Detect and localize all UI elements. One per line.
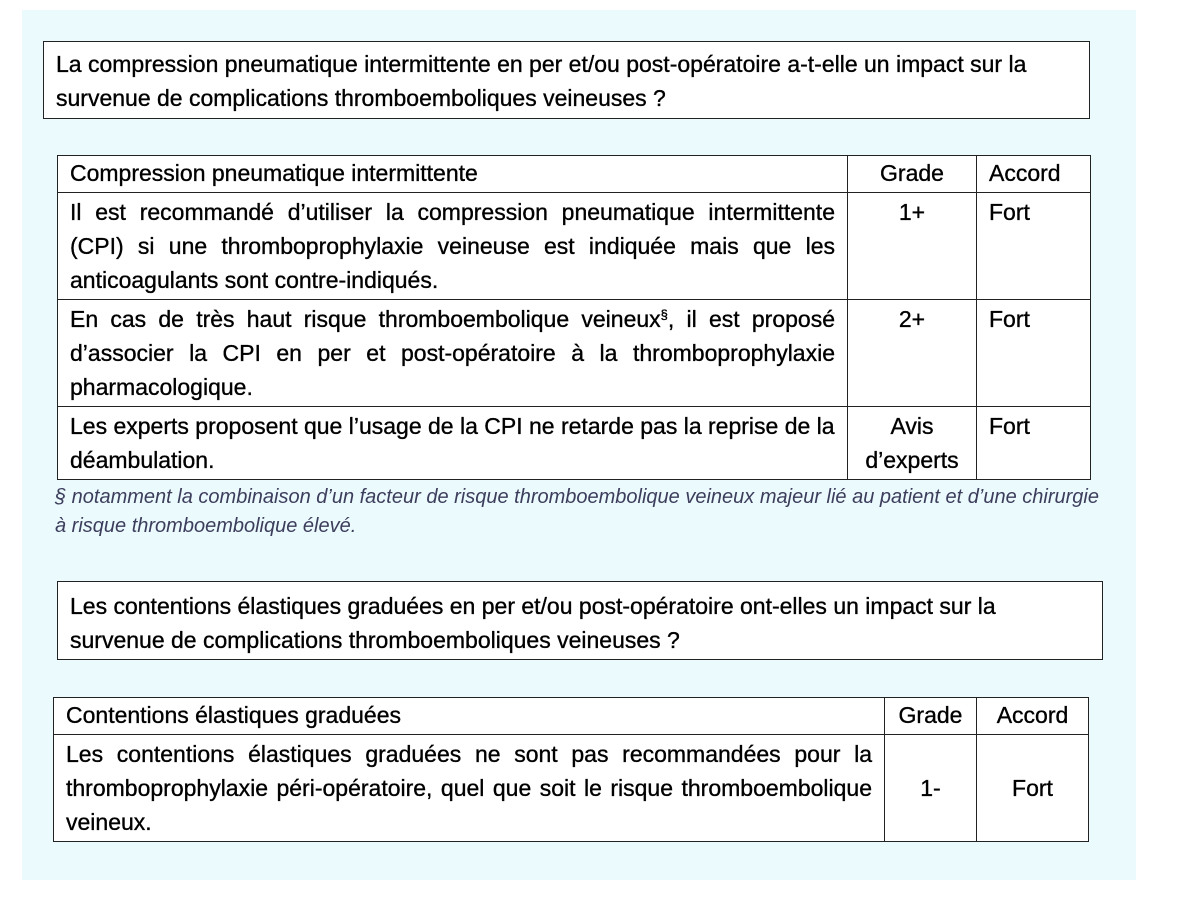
recommendation-table-cpi xyxy=(57,155,1091,480)
accord-value: Fort xyxy=(977,735,1089,842)
header-accord: Accord xyxy=(977,156,1091,193)
table-row xyxy=(58,407,1091,480)
recommendation-table-contentions xyxy=(53,697,1089,842)
header-topic: Contentions élastiques graduées xyxy=(54,698,885,735)
grade-value: Avis d’experts xyxy=(848,407,977,480)
table-header-row xyxy=(54,698,1089,735)
table-header-row xyxy=(58,156,1091,193)
recommendation-text: Il est recommandé d’utiliser la compression pneumatique intermittente (CPI) si une thromboprophylaxie veineuse est indiquée mais que les anticoagulants sont contre-indiqués. xyxy=(58,193,848,300)
grade-value: 2+ xyxy=(848,300,977,407)
footnote: § notamment la combinaison d’un facteur de risque thromboembolique veineux majeur lié au patient et d’une chirurgie à risque thromboembolique élevé. xyxy=(55,486,1099,537)
header-grade: Grade xyxy=(885,698,977,735)
table-row xyxy=(58,300,1091,407)
question-text-contentions: Les contentions élastiques graduées en per et/ou post-opératoire ont-elles un impact sur la survenue de complications thromboemboliques veineuses ? xyxy=(70,593,996,653)
recommendation-text: Les experts proposent que l’usage de la CPI ne retarde pas la reprise de la déambulation. xyxy=(58,407,848,480)
accord-value: Fort xyxy=(977,193,1091,300)
question-text-cpi: La compression pneumatique intermittente en per et/ou post-opératoire a-t-elle un impact sur la survenue de complications thromboemboliques veineuses ? xyxy=(56,51,1027,111)
grade-value: 1- xyxy=(885,735,977,842)
question-box-cpi xyxy=(43,41,1090,119)
table-row xyxy=(54,735,1089,842)
recommendation-text: Les contentions élastiques graduées ne sont pas recommandées pour la thromboprophylaxie péri-opératoire, quel que soit le risque thromboembolique veineux. xyxy=(54,735,885,842)
question-box-contentions xyxy=(57,581,1103,660)
footnote-marker: § xyxy=(660,307,668,322)
header-grade: Grade xyxy=(848,156,977,193)
recommendation-text-part: , il est proposé d’associer la CPI en per et post-opératoire à la thromboprophylaxie pharmacologique. xyxy=(70,306,835,400)
table-row xyxy=(58,193,1091,300)
recommendation-text xyxy=(58,300,848,407)
header-accord: Accord xyxy=(977,698,1089,735)
accord-value: Fort xyxy=(977,407,1091,480)
accord-value: Fort xyxy=(977,300,1091,407)
grade-value: 1+ xyxy=(848,193,977,300)
recommendation-text-part: En cas de très haut risque thromboembolique veineux xyxy=(70,306,661,332)
header-topic: Compression pneumatique intermittente xyxy=(58,156,848,193)
